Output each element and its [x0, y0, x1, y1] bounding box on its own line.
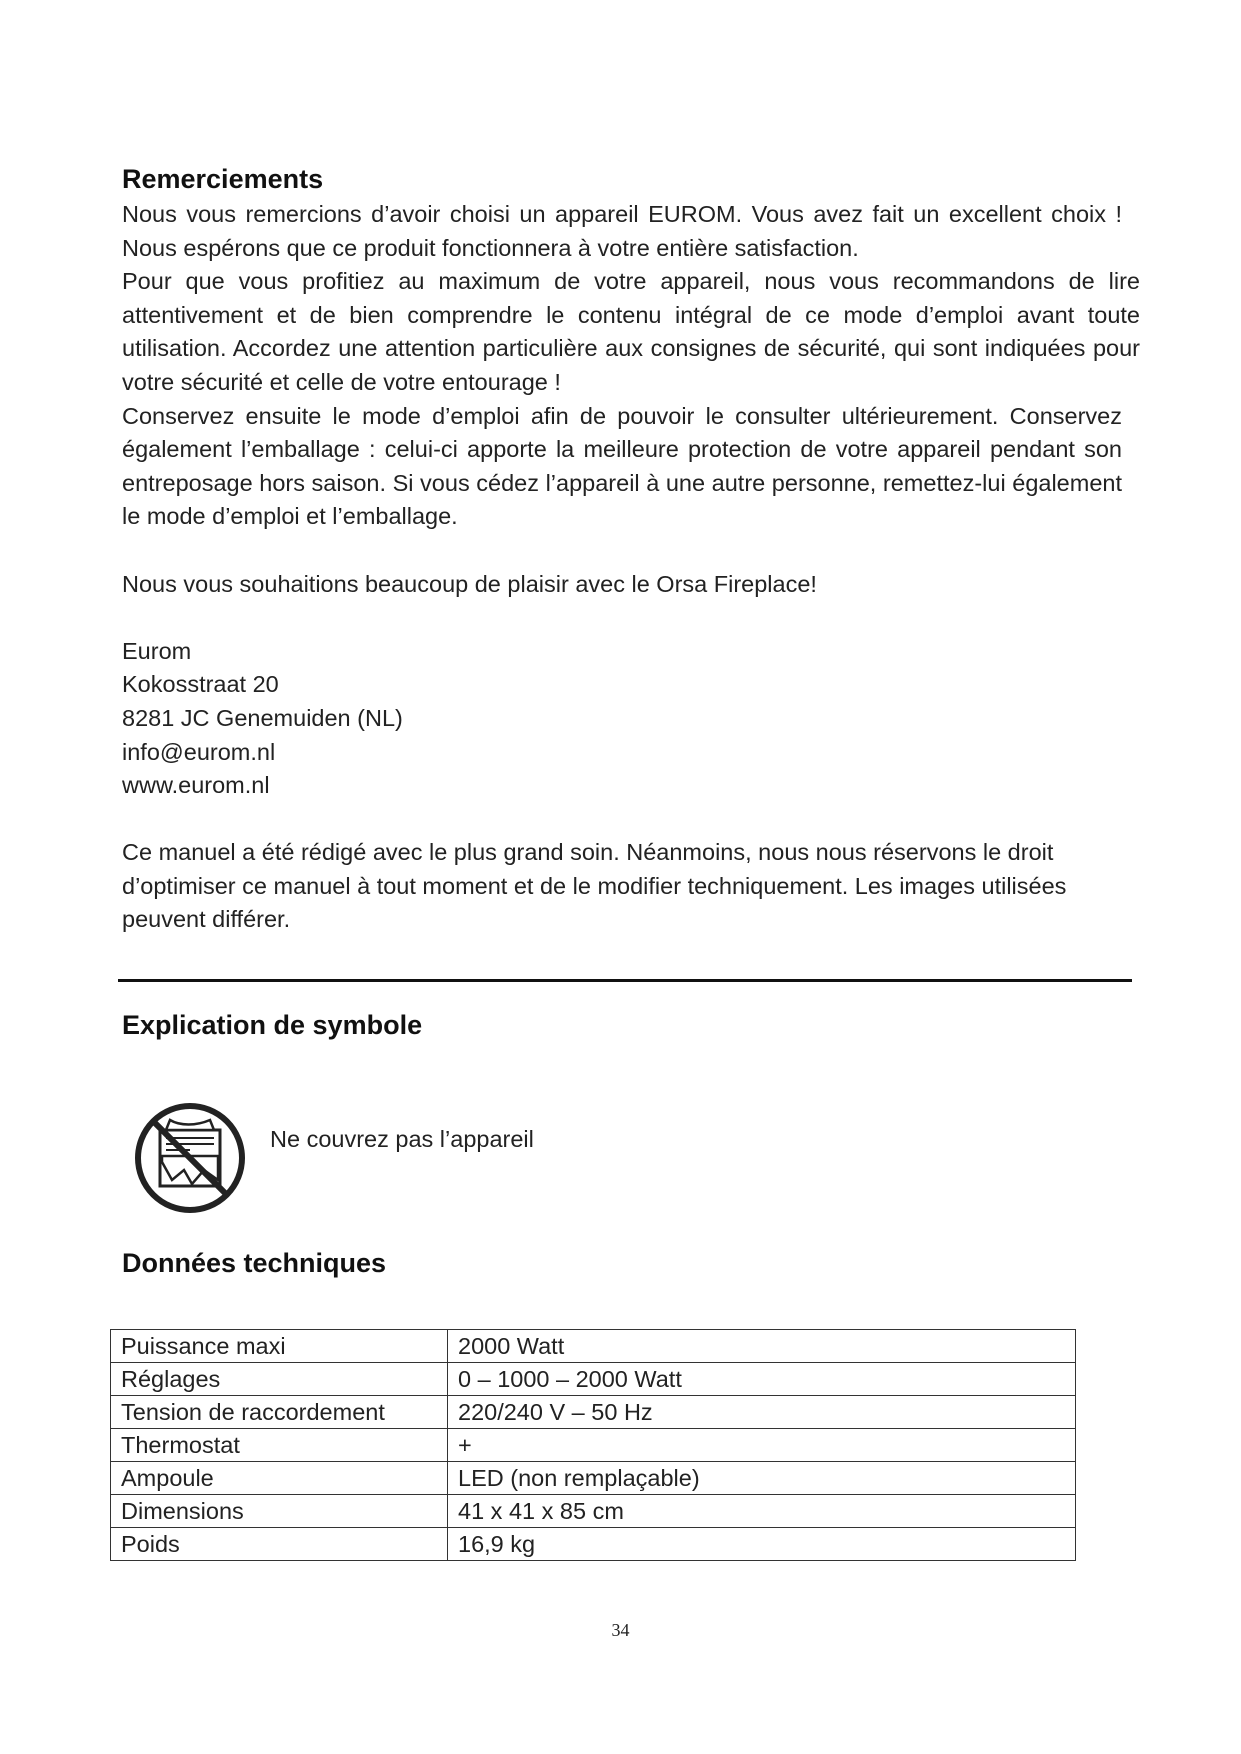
spec-value: + — [448, 1429, 1076, 1462]
address-street: Kokosstraat 20 — [122, 671, 279, 698]
table-row — [111, 1528, 1076, 1561]
spec-label: Poids — [111, 1528, 448, 1561]
specs-heading: Données techniques — [122, 1248, 387, 1278]
spec-value: LED (non remplaçable) — [448, 1462, 1076, 1495]
table-row — [111, 1462, 1076, 1495]
address-company: Eurom — [122, 637, 192, 664]
page-number: 34 — [611, 1620, 630, 1640]
thanks-paragraph-3: Conservez ensuite le mode d’emploi afin de pouvoir le consulter ultérieurement. Conservez également l’emballage : celui-ci apporte la meilleure protection de votre appareil pendant son entreposage hors saison. Si vous cédez l’appareil à une autre personne, remettez-lui également le mode d’emploi et l’emballage. — [122, 402, 1122, 530]
thanks-heading: Remerciements — [122, 164, 324, 194]
spec-label: Thermostat — [111, 1429, 448, 1462]
table-row — [111, 1363, 1076, 1396]
table-row — [111, 1396, 1076, 1429]
thanks-paragraph-1: Nous vous remercions d’avoir choisi un appareil EUROM. Vous avez fait un excellent choix ! Nous espérons que ce produit fonctionnera à votre entière satisfaction. — [122, 201, 1122, 261]
spec-label: Puissance maxi — [111, 1330, 448, 1363]
thanks-paragraph-2: Pour que vous profitiez au maximum de votre appareil, nous vous recommandons de lire attentivement et de bien comprendre le contenu intégral de ce mode d’emploi avant toute utilisation. Accordez une attention particulière aux consignes de sécurité, qui sont indiquées pour votre sécurité et celle de votre entourage ! — [122, 268, 1140, 395]
spec-label: Dimensions — [111, 1495, 448, 1528]
symbol-label: Ne couvrez pas l’appareil — [270, 1126, 534, 1152]
specs-table — [110, 1329, 1076, 1561]
spec-label: Réglages — [111, 1363, 448, 1396]
table-row — [111, 1330, 1076, 1363]
spec-label: Ampoule — [111, 1462, 448, 1495]
spec-label: Tension de raccordement — [111, 1396, 448, 1429]
section-divider — [118, 979, 1132, 982]
spec-value: 220/240 V – 50 Hz — [448, 1396, 1076, 1429]
spec-value: 16,9 kg — [448, 1528, 1076, 1561]
symbols-heading: Explication de symbole — [122, 1010, 423, 1040]
address-email: info@eurom.nl — [122, 738, 276, 765]
address-website: www.eurom.nl — [122, 772, 270, 799]
disclaimer: Ce manuel a été rédigé avec le plus grand soin. Néanmoins, nous nous réservons le droit d’optimiser ce manuel à tout moment et de le modifier techniquement. Les images utilisées peuvent différer. — [122, 839, 1067, 933]
thanks-wish: Nous vous souhaitions beaucoup de plaisir avec le Orsa Fireplace! — [122, 570, 817, 597]
do-not-cover-icon — [132, 1100, 248, 1216]
spec-value: 41 x 41 x 85 cm — [448, 1495, 1076, 1528]
address-city: 8281 JC Genemuiden (NL) — [122, 704, 403, 731]
spec-value: 2000 Watt — [448, 1330, 1076, 1363]
table-row — [111, 1429, 1076, 1462]
thanks-body — [122, 198, 1140, 937]
table-row — [111, 1495, 1076, 1528]
spec-value: 0 – 1000 – 2000 Watt — [448, 1363, 1076, 1396]
